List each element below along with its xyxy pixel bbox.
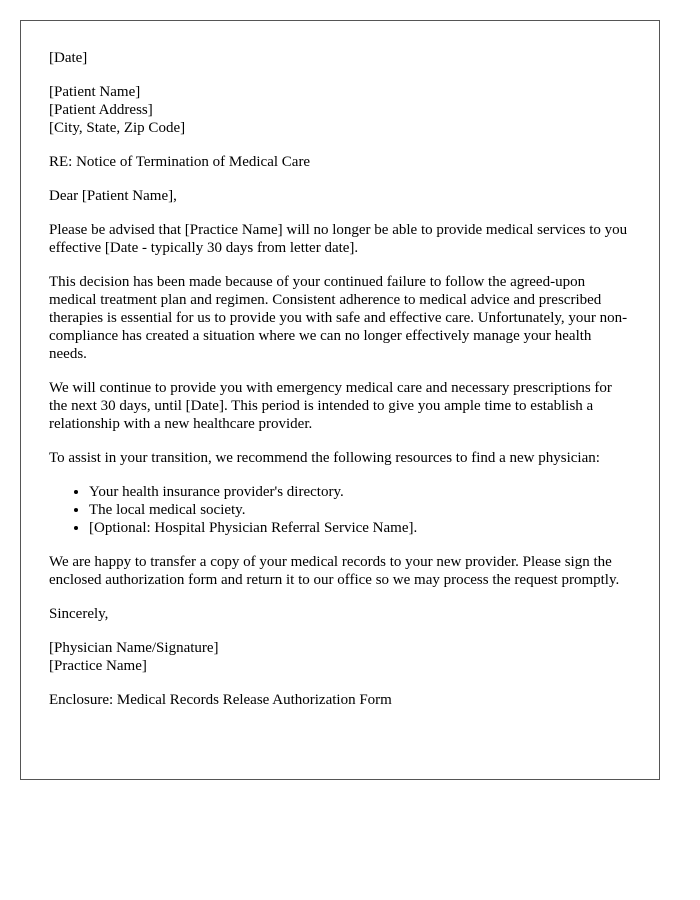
resource-item-insurance-directory: • Your health insurance provider's directory. xyxy=(89,483,631,501)
recipient-address: [Patient Address] xyxy=(49,102,153,118)
letter-date: [Date] xyxy=(49,50,88,66)
paragraph-termination-notice: Please be advised that [Practice Name] will no longer be able to provide medical services to you effective [Date - typically 30 days from letter date]. xyxy=(49,222,628,256)
paragraph-transition: To assist in your transition, we recommend the following resources to find a new physician: xyxy=(49,450,600,466)
letter-page xyxy=(20,20,660,780)
letter-salutation: Dear [Patient Name], xyxy=(49,188,177,204)
paragraph-records-transfer: We are happy to transfer a copy of your medical records to your new provider. Please sign the enclosed authorization form and return it to our office so we may process the request promptly. xyxy=(49,554,620,588)
signature-block xyxy=(49,639,631,675)
signature-practice: [Practice Name] xyxy=(49,658,147,674)
letter-subject: RE: Notice of Termination of Medical Care xyxy=(49,154,311,170)
signature-name: [Physician Name/Signature] xyxy=(49,640,219,656)
paragraph-interim-care: We will continue to provide you with emergency medical care and necessary prescriptions for the next 30 days, until [Date]. This period is intended to give you ample time to establish a relationship with a new healthcare provider. xyxy=(49,380,612,432)
letter-closing: Sincerely, xyxy=(49,606,109,622)
resource-item-hospital-referral: • [Optional: Hospital Physician Referral Service Name]. xyxy=(89,519,631,537)
resource-list xyxy=(49,483,631,537)
recipient-name: [Patient Name] xyxy=(49,84,141,100)
recipient-address-block xyxy=(49,83,631,137)
paragraph-reason: This decision has been made because of your continued failure to follow the agreed-upon medical treatment plan and regimen. Consistent adherence to medical advice and prescribed therapies is essential for us to provide you with safe and effective care. Unfortunately, your non-compliance has created a situation where we can no longer effectively manage your health needs. xyxy=(49,274,628,362)
resource-item-medical-society: • The local medical society. xyxy=(89,501,631,519)
recipient-city-state-zip: [City, State, Zip Code] xyxy=(49,120,186,136)
letter-enclosure: Enclosure: Medical Records Release Authorization Form xyxy=(49,692,392,708)
